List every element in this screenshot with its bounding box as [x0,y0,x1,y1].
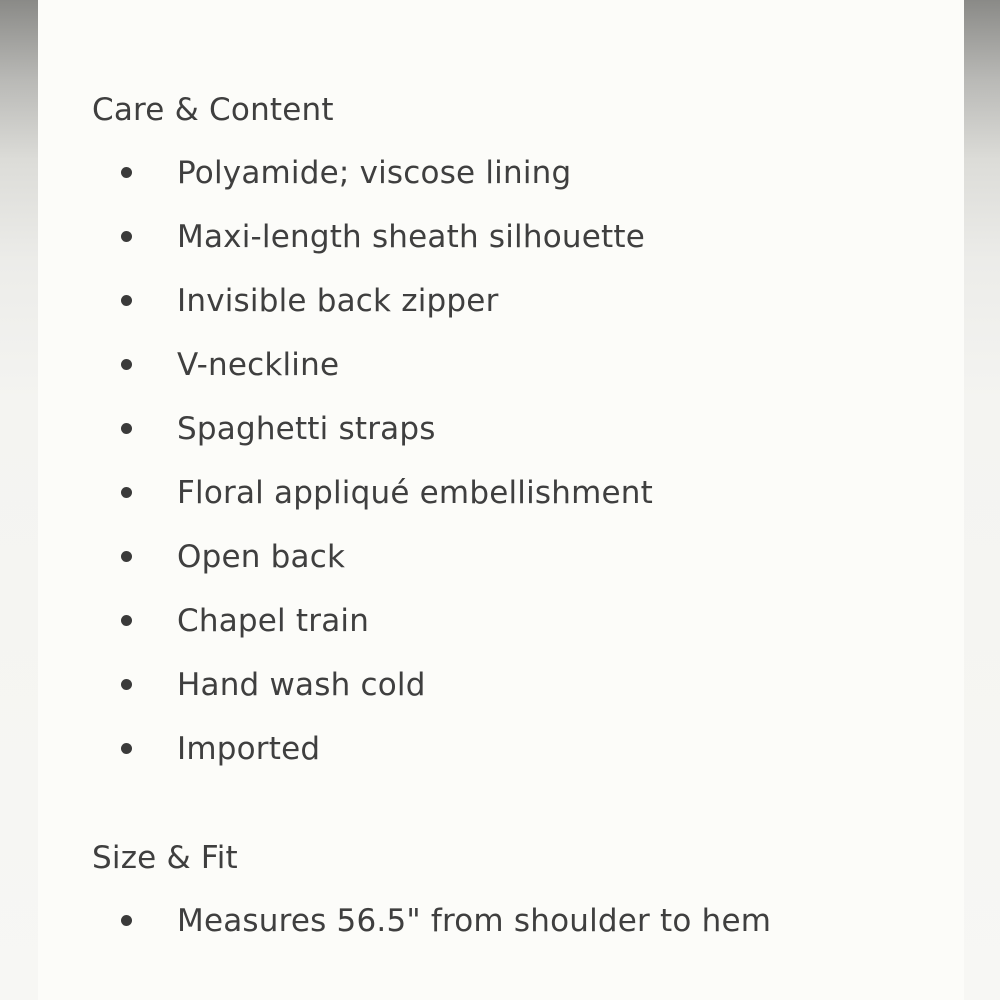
list-item [38,665,964,729]
list-item [38,281,964,345]
list-item-text: Chapel train [177,603,370,639]
bullet-icon [121,295,132,306]
left-edge-shadow [0,0,38,1000]
list-item [38,217,964,281]
right-edge-shadow [964,0,1000,1000]
list-item-text: Open back [177,539,346,575]
care-content-list [38,153,964,793]
list-item [38,537,964,601]
list-item-text: Invisible back zipper [177,283,499,319]
list-item [38,729,964,793]
bullet-icon [121,359,132,370]
bullet-icon [121,487,132,498]
bullet-icon [121,167,132,178]
bullet-icon [121,679,132,690]
list-item [38,153,964,217]
bullet-icon [121,423,132,434]
list-item [38,473,964,537]
bullet-icon [121,551,132,562]
list-item-text: Measures 56.5" from shoulder to hem [177,903,772,939]
list-item-text: Hand wash cold [177,667,426,703]
list-item-text: Maxi-length sheath silhouette [177,219,645,255]
list-item-text: V-neckline [177,347,340,383]
list-item [38,409,964,473]
list-item [38,345,964,409]
bullet-icon [121,743,132,754]
bullet-icon [121,915,132,926]
list-item-text: Floral appliqué embellishment [177,475,653,511]
list-item [38,601,964,665]
list-item-text: Polyamide; viscose lining [177,155,572,191]
list-item-text: Spaghetti straps [177,411,436,447]
care-content-heading: Care & Content [92,92,334,128]
size-fit-heading: Size & Fit [92,840,238,876]
bullet-icon [121,615,132,626]
bullet-icon [121,231,132,242]
list-item-text: Imported [177,731,321,767]
product-details-panel [38,0,964,1000]
size-fit-list [38,901,964,965]
list-item [38,901,964,965]
